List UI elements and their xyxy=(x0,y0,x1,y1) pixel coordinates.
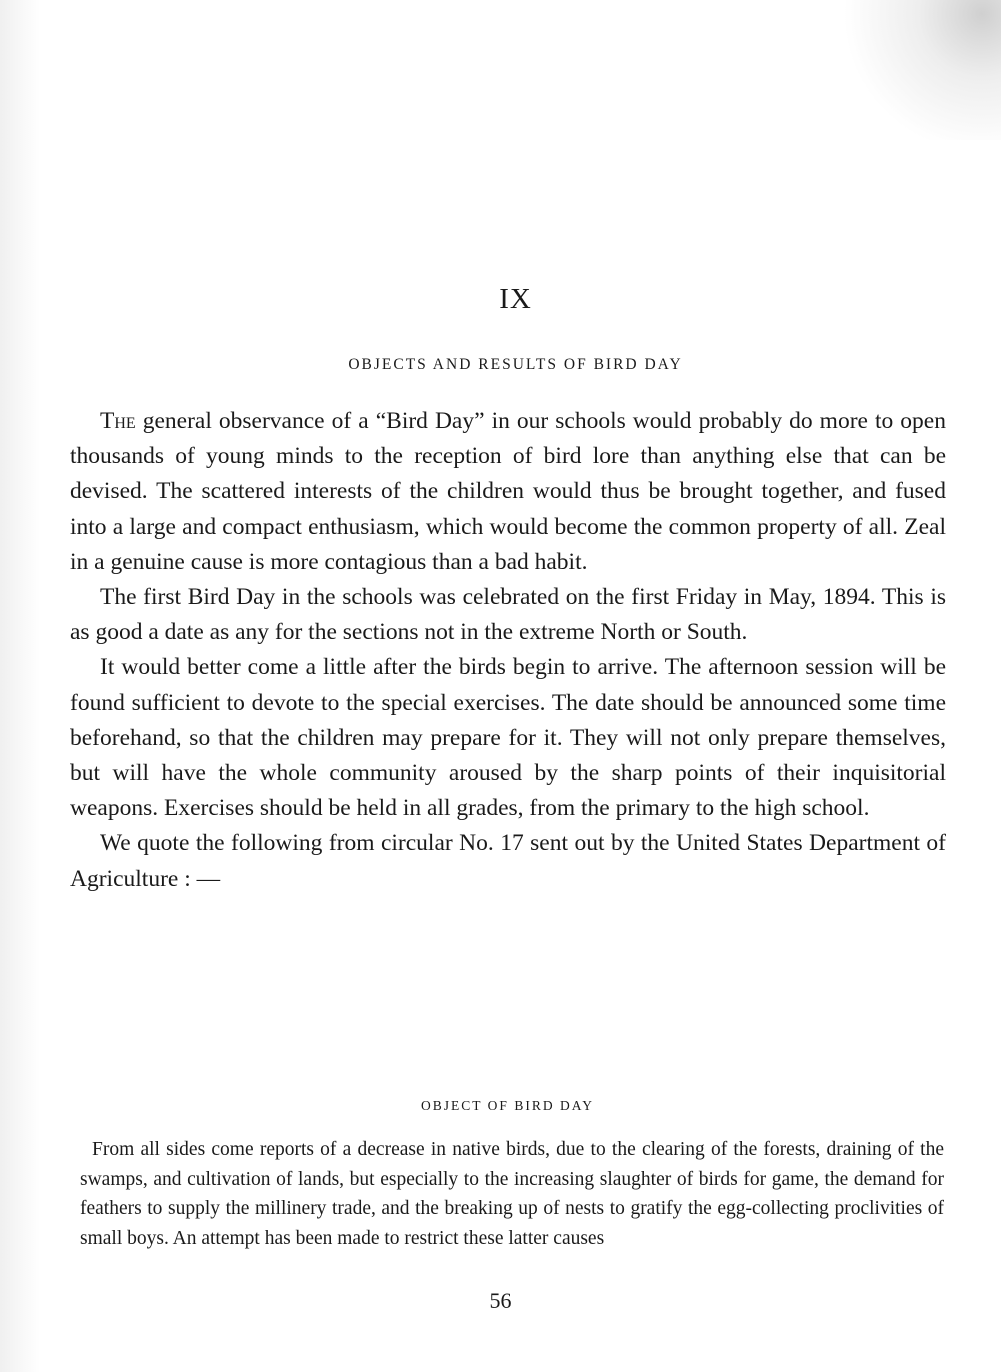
chapter-number: IX xyxy=(499,283,532,315)
scan-noise-corner xyxy=(811,0,1001,140)
paragraph-1-text: general observance of a “Bird Day” in our schools would probably do more to open thousands of young minds to the reception of bird lore than anything else that can be devised. The scattered interests of the children would thus be brought together, and fused into a large and compact enthusiasm, which would become the common property of all. Zeal in a genuine cause is more contagious than a bad habit. xyxy=(70,408,946,575)
paragraph-1 xyxy=(70,404,946,580)
paragraph-3: It would better come a little after the birds begin to arrive. The afternoon session will be found sufficient to devote to the special exercises. The date should be announced some time beforehand, so that the children may prepare for it. They will not only prepare themselves, but will have the whole community aroused by the sharp points of their inquisitorial weapons. Exercises should be held in all grades, from the primary to the high school. xyxy=(70,654,946,822)
chapter-title: OBJECTS AND RESULTS OF BIRD DAY xyxy=(348,356,683,373)
paragraph-4: We quote the following from circular No. 17 sent out by the United States Department of Agriculture : — xyxy=(70,830,946,892)
body-text xyxy=(70,404,946,897)
paragraph-1-lead: The xyxy=(100,408,136,434)
scan-noise-edge xyxy=(0,0,40,1372)
paragraph-2: The first Bird Day in the schools was celebrated on the first Friday in May, 1894. This is as good a date as any for the sections not in the extreme North or South. xyxy=(70,584,946,646)
section-heading: OBJECT OF BIRD DAY xyxy=(421,1098,594,1113)
quote-paragraph: From all sides come reports of a decrease in native birds, due to the clearing of the forests, draining of the swamps, and cultivation of lands, but especially to the increasing slaughter of birds for game, the demand for feathers to supply the millinery trade, and the breaking up of nests to gratify the egg-collecting proclivities of small boys. An attempt has been made to restrict these latter causes xyxy=(80,1139,944,1249)
quoted-circular xyxy=(80,1135,944,1253)
page-number: 56 xyxy=(489,1288,512,1313)
